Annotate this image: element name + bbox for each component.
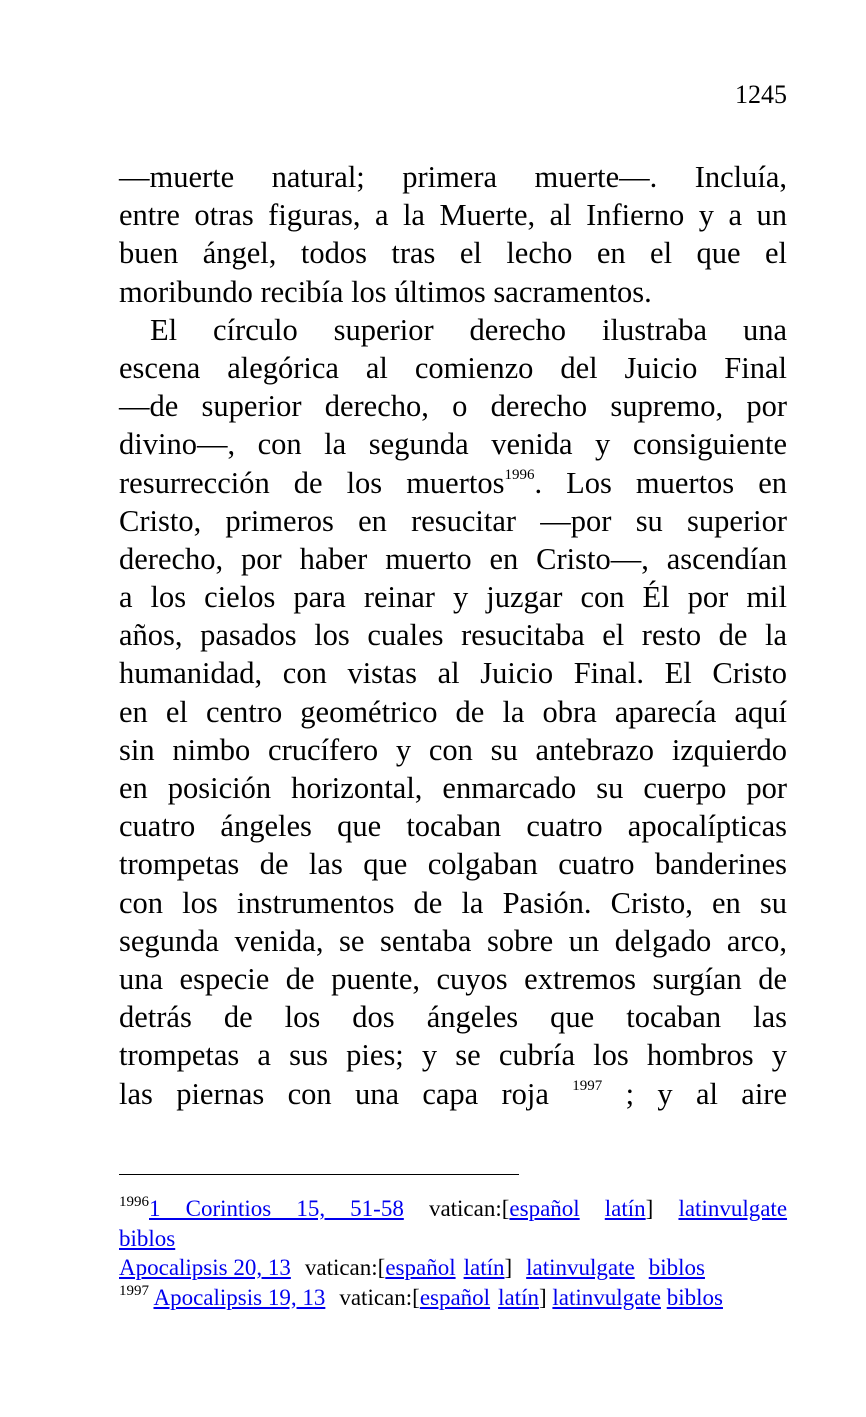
text-line: entre otras figuras, a la Muerte, al Infierno y a un	[119, 198, 787, 233]
text-line: buen ángel, todos tras el lecho en el que el	[119, 236, 787, 271]
text-line: en posición horizontal, enmarcado su cuerpo por	[119, 771, 787, 805]
link-latin[interactable]: latín	[498, 1284, 539, 1310]
text-segment: resurrección de los muertos	[119, 465, 505, 500]
text-line: —de superior derecho, o derecho supremo, por	[119, 389, 787, 424]
text-line: a los cielos para reinar y juzgar con Él por mil	[119, 580, 787, 615]
link-apocalipsis-19[interactable]: Apocalipsis 19, 13	[153, 1284, 326, 1310]
text-segment: ; y al aire	[625, 1076, 788, 1111]
footnote-1996	[119, 1194, 787, 1224]
text-line: con los instrumentos de la Pasión. Cristo, en su	[119, 885, 787, 920]
vatican-label: vatican:[	[304, 1255, 386, 1280]
page-number: 1245	[735, 80, 787, 109]
bracket-close: ]	[504, 1255, 513, 1280]
link-espanol[interactable]: español	[385, 1255, 456, 1280]
text-segment: . Los muertos en	[534, 465, 787, 500]
link-latin[interactable]: latín	[604, 1196, 646, 1221]
text-line: segunda venida, se sentaba sobre un delgado arco,	[119, 923, 787, 958]
bracket-close: ]	[538, 1284, 547, 1310]
footnote-continuation	[119, 1253, 787, 1283]
text-line: derecho, por haber muerto en Cristo—, ascendían	[119, 541, 787, 576]
text-line	[119, 464, 787, 502]
link-biblos[interactable]: biblos	[119, 1225, 176, 1251]
text-line: escena alegórica al comienzo del Juicio Final	[119, 350, 787, 385]
link-espanol[interactable]: español	[509, 1196, 580, 1221]
footnote-number: 1997	[119, 1282, 149, 1299]
text-line	[119, 1075, 787, 1113]
footnote-number: 1996	[119, 1194, 149, 1211]
footnote-separator	[119, 1174, 519, 1175]
text-line: trompetas de las que colgaban cuatro banderines	[119, 847, 787, 882]
body-text	[119, 158, 787, 1113]
text-line: trompetas a sus pies; y se cubría los hombros y	[119, 1038, 787, 1073]
vatican-label: vatican:[	[339, 1284, 420, 1310]
text-line: divino—, con la segunda venida y consiguiente	[119, 427, 787, 462]
text-segment: las piernas con una capa roja	[119, 1076, 549, 1111]
text-line: humanidad, con vistas al Juicio Final. El Cristo	[119, 656, 787, 691]
text-line: El círculo superior derecho ilustraba una	[150, 312, 787, 347]
link-latinvulgate[interactable]: latinvulgate	[678, 1196, 788, 1221]
link-espanol[interactable]: español	[419, 1284, 491, 1310]
vatican-label: vatican:[	[428, 1196, 510, 1221]
text-line: años, pasados los cuales resucitaba el resto de la	[119, 618, 787, 653]
text-line: cuatro ángeles que tocaban cuatro apocalípticas	[119, 809, 787, 844]
footnote-ref-1997[interactable]: 1997	[572, 1078, 603, 1095]
text-line: moribundo recibía los últimos sacramentos.	[119, 274, 652, 309]
text-line: —muerte natural; primera muerte—. Incluía,	[119, 160, 787, 194]
text-line: una especie de puente, cuyos extremos surgían de	[119, 961, 787, 996]
bracket-close: ]	[645, 1196, 654, 1221]
text-line: Cristo, primeros en resucitar —por su superior	[119, 503, 787, 538]
link-biblos[interactable]: biblos	[666, 1284, 723, 1310]
link-biblos[interactable]: biblos	[648, 1255, 705, 1280]
text-line: detrás de los dos ángeles que tocaban las	[119, 1000, 787, 1035]
text-line: en el centro geométrico de la obra aparecía aquí	[119, 694, 787, 729]
link-1-corintios[interactable]: 1 Corintios 15, 51-58	[149, 1196, 404, 1221]
link-latinvulgate[interactable]: latinvulgate	[552, 1284, 661, 1310]
footnote-1997	[119, 1283, 787, 1313]
footnote-ref-1996[interactable]: 1996	[504, 467, 535, 484]
text-line: sin nimbo crucífero y con su antebrazo izquierdo	[119, 732, 787, 767]
link-latinvulgate[interactable]: latinvulgate	[526, 1255, 635, 1280]
footnote-continuation	[119, 1224, 787, 1254]
link-latin[interactable]: latín	[463, 1255, 505, 1280]
footnotes	[119, 1194, 787, 1312]
link-apocalipsis-20[interactable]: Apocalipsis 20, 13	[119, 1255, 291, 1280]
